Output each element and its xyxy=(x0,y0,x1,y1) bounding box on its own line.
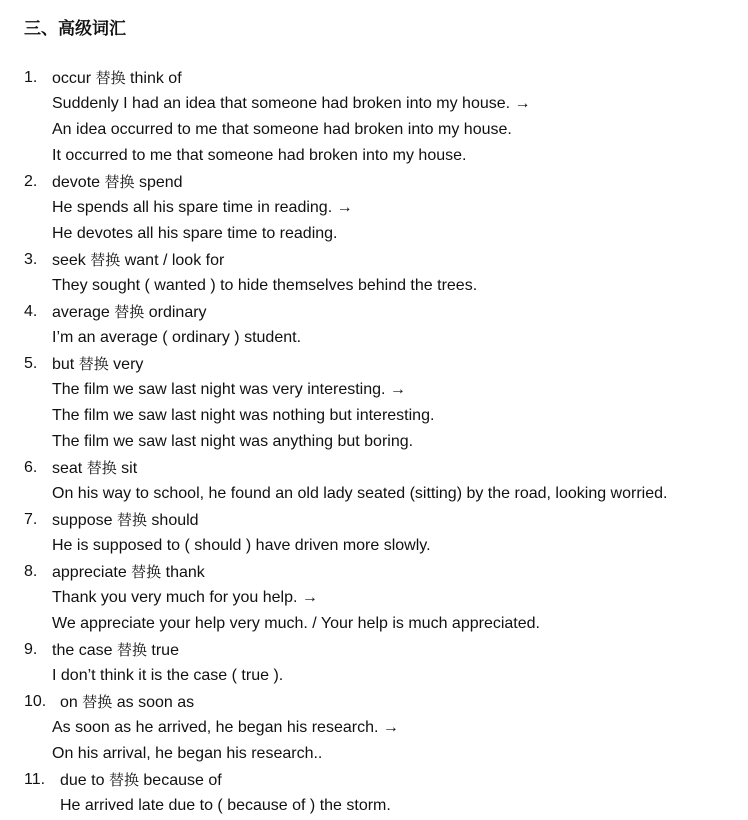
replaced-word: want / look for xyxy=(124,252,225,269)
example-sentence-line xyxy=(0,715,748,741)
replace-connector: 替换 xyxy=(95,69,126,87)
example-sentence: We appreciate your help very much. / Your help is much appreciated. xyxy=(52,615,540,632)
item-number: 1. xyxy=(24,69,38,86)
example-sentence: On his way to school, he found an old lady seated (sitting) by the road, looking worried. xyxy=(52,485,668,502)
replace-connector: 替换 xyxy=(86,459,117,477)
vocab-item-heading xyxy=(0,169,748,195)
item-number: 3. xyxy=(24,251,38,268)
advanced-word: on xyxy=(60,694,78,711)
vocab-entry xyxy=(52,507,199,534)
advanced-word: suppose xyxy=(52,512,113,529)
example-sentence: As soon as he arrived, he began his research. → xyxy=(52,719,399,736)
replaced-word: because of xyxy=(143,772,222,789)
vocab-entry xyxy=(60,689,194,716)
example-sentence: He devotes all his spare time to reading. xyxy=(52,225,338,242)
replace-connector: 替换 xyxy=(104,173,135,191)
replaced-word: think of xyxy=(130,70,182,87)
item-number: 11. xyxy=(24,771,46,788)
example-sentence-line xyxy=(0,195,748,221)
example-sentence: The film we saw last night was anything but boring. xyxy=(52,433,414,450)
example-sentence: He is supposed to ( should ) have driven more slowly. xyxy=(52,537,431,554)
replaced-word: as soon as xyxy=(116,694,195,711)
example-sentence: Thank you very much for you help. → xyxy=(52,589,318,606)
example-sentence-line xyxy=(0,611,748,637)
item-number: 2. xyxy=(24,173,38,190)
vocab-entry xyxy=(52,351,143,378)
item-number: 9. xyxy=(24,641,38,658)
vocab-item-heading xyxy=(0,351,748,377)
example-sentence: The film we saw last night was nothing but interesting. xyxy=(52,407,435,424)
item-number: 5. xyxy=(24,355,38,372)
replace-connector: 替换 xyxy=(108,771,139,789)
vocab-entry xyxy=(52,65,182,92)
example-sentence: The film we saw last night was very interesting. → xyxy=(52,381,406,398)
example-sentence-line xyxy=(0,793,748,819)
example-sentence-line xyxy=(0,533,748,559)
example-sentence-line xyxy=(0,91,748,117)
example-sentence-line xyxy=(0,117,748,143)
vocab-entry xyxy=(60,767,222,794)
replaced-word: sit xyxy=(121,460,138,477)
example-sentence: It occurred to me that someone had broken into my house. xyxy=(52,147,467,164)
advanced-word: average xyxy=(52,304,110,321)
replaced-word: very xyxy=(113,356,144,373)
example-sentence-line xyxy=(0,481,748,507)
example-sentence-line xyxy=(0,221,748,247)
example-sentence-line xyxy=(0,325,748,351)
item-number: 8. xyxy=(24,563,38,580)
example-sentence-line xyxy=(0,585,748,611)
vocab-entry xyxy=(52,299,207,326)
vocab-item-heading xyxy=(0,689,748,715)
replace-connector: 替换 xyxy=(114,303,145,321)
replace-connector: 替换 xyxy=(116,511,147,529)
replaced-word: should xyxy=(151,512,199,529)
vocab-entry xyxy=(52,169,183,196)
replace-connector: 替换 xyxy=(90,251,121,269)
vocab-item-heading xyxy=(0,559,748,585)
vocab-item-heading xyxy=(0,247,748,273)
replace-connector: 替换 xyxy=(78,355,109,373)
advanced-word: the case xyxy=(52,642,113,659)
example-sentence: On his arrival, he began his research.. xyxy=(52,745,323,762)
example-sentence-line xyxy=(0,377,748,403)
replaced-word: thank xyxy=(165,564,205,581)
example-sentence: An idea occurred to me that someone had broken into my house. xyxy=(52,121,512,138)
advanced-word: devote xyxy=(52,174,101,191)
advanced-word: due to xyxy=(60,772,105,789)
example-sentence-line xyxy=(0,273,748,299)
replace-connector: 替换 xyxy=(131,563,162,581)
advanced-word: seek xyxy=(52,252,86,269)
example-sentence-line xyxy=(0,741,748,767)
replaced-word: ordinary xyxy=(148,304,207,321)
example-sentence-line xyxy=(0,143,748,169)
example-sentence: He arrived late due to ( because of ) the storm. xyxy=(60,797,391,814)
advanced-word: but xyxy=(52,356,75,373)
item-number: 10. xyxy=(24,693,47,710)
section-title: 三、高级词汇 xyxy=(24,19,126,39)
vocab-item-heading xyxy=(0,455,748,481)
example-sentence: He spends all his spare time in reading. → xyxy=(52,199,353,216)
vocabulary-list xyxy=(0,65,748,819)
item-number: 6. xyxy=(24,459,38,476)
vocab-item-heading xyxy=(0,299,748,325)
replaced-word: spend xyxy=(138,174,183,191)
vocab-entry xyxy=(52,637,179,664)
vocab-item-heading xyxy=(0,767,748,793)
replace-connector: 替换 xyxy=(116,641,147,659)
replace-connector: 替换 xyxy=(82,693,113,711)
example-sentence-line xyxy=(0,403,748,429)
example-sentence: I’m an average ( ordinary ) student. xyxy=(52,329,302,346)
advanced-word: seat xyxy=(52,460,83,477)
vocab-entry xyxy=(52,455,137,482)
vocab-entry xyxy=(52,559,205,586)
item-number: 4. xyxy=(24,303,38,320)
advanced-word: appreciate xyxy=(52,564,127,581)
replaced-word: true xyxy=(151,642,179,659)
vocab-entry xyxy=(52,247,224,274)
example-sentence-line xyxy=(0,429,748,455)
item-number: 7. xyxy=(24,511,38,528)
example-sentence: I don’t think it is the case ( true ). xyxy=(52,667,284,684)
advanced-word: occur xyxy=(52,70,92,87)
example-sentence: They sought ( wanted ) to hide themselves behind the trees. xyxy=(52,277,478,294)
vocab-item-heading xyxy=(0,65,748,91)
example-sentence: Suddenly I had an idea that someone had broken into my house. → xyxy=(52,95,531,112)
vocab-item-heading xyxy=(0,507,748,533)
vocab-item-heading xyxy=(0,637,748,663)
example-sentence-line xyxy=(0,663,748,689)
